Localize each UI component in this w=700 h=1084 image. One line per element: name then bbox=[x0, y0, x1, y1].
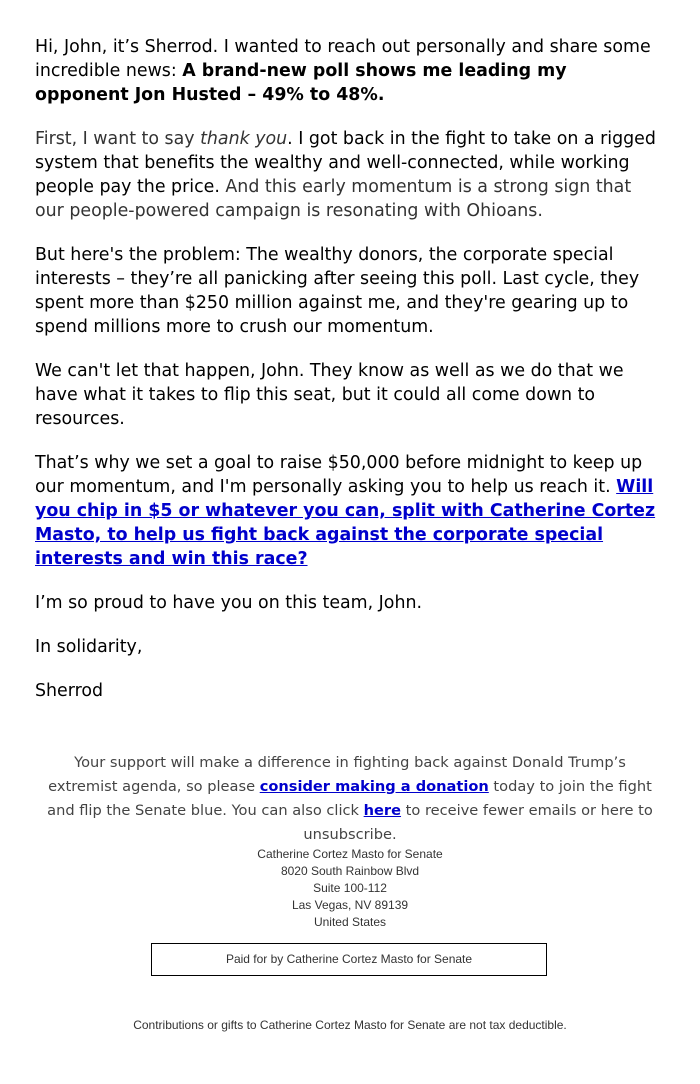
thanks-momentum: And this early momentum is a strong sign that our people-powered campaign is resonating with Ohioans. bbox=[35, 177, 632, 221]
donate-cta-link[interactable]: Will you chip in $5 or whatever you can, split with Catherine Cortez Masto, to help us fight back against the corporate special interests and win this race? bbox=[35, 477, 656, 569]
mailing-address bbox=[150, 846, 550, 931]
address-org: Catherine Cortez Masto for Senate bbox=[257, 847, 443, 861]
email-body bbox=[35, 35, 665, 723]
address-city: Las Vegas, NV 89139 bbox=[291, 898, 409, 912]
paid-for-disclaimer-box: Paid for by Catherine Cortez Masto for Senate bbox=[151, 943, 547, 976]
consider-donation-link[interactable]: consider making a donation bbox=[259, 778, 489, 795]
ask-text: That’s why we set a goal to raise $50,000 before midnight to keep up our momentum, and I'm personally asking you to help us reach it. bbox=[35, 453, 643, 497]
fewer-emails-link[interactable]: here bbox=[363, 802, 402, 819]
paragraph-ask bbox=[35, 451, 665, 571]
closing-line: In solidarity, bbox=[35, 637, 143, 657]
address-suite: Suite 100-112 bbox=[313, 881, 387, 895]
address-street: 8020 South Rainbow Blvd bbox=[280, 864, 420, 878]
intro-text: Hi, John, it’s Sherrod. I wanted to reach out personally and share some incredible news: bbox=[35, 37, 651, 81]
thanks-body: . I got back in the fight to take on a rigged system that benefits the wealthy and well-connected, while working people pay the price. bbox=[35, 129, 656, 197]
paragraph-problem: But here's the problem: The wealthy donors, the corporate special interests – they’re all panicking after seeing this poll. Last cycle, they spent more than $250 million against me, and they're gearing up to spend millions more to crush our momentum. bbox=[35, 245, 640, 337]
signature: Sherrod bbox=[35, 681, 104, 701]
thanks-emphasis: thank you bbox=[200, 129, 288, 149]
footer-text-1: Your support will make a difference in fighting back against Donald Trump’s extremist agenda, so please bbox=[48, 754, 626, 795]
footer-text-2: today to join the fight and flip the Senate blue. You can also click bbox=[47, 778, 652, 819]
poll-headline: A brand-new poll shows me leading my opponent Jon Husted – 49% to 48%. bbox=[35, 61, 567, 105]
paragraph-proud: I’m so proud to have you on this team, John. bbox=[35, 593, 423, 613]
footer-text-3: to receive fewer emails or here to unsubscribe. bbox=[303, 802, 653, 843]
footer-note bbox=[40, 751, 660, 847]
thanks-lead: First, I want to say bbox=[35, 129, 201, 149]
address-country: United States bbox=[313, 915, 387, 929]
paragraph-intro bbox=[35, 35, 665, 107]
tax-disclaimer: Contributions or gifts to Catherine Cortez Masto for Senate are not tax deductible. bbox=[133, 1018, 567, 1032]
paragraph-thanks bbox=[35, 127, 665, 223]
paragraph-resources: We can't let that happen, John. They know as well as we do that we have what it takes to flip this seat, but it could all come down to resources. bbox=[35, 361, 624, 429]
